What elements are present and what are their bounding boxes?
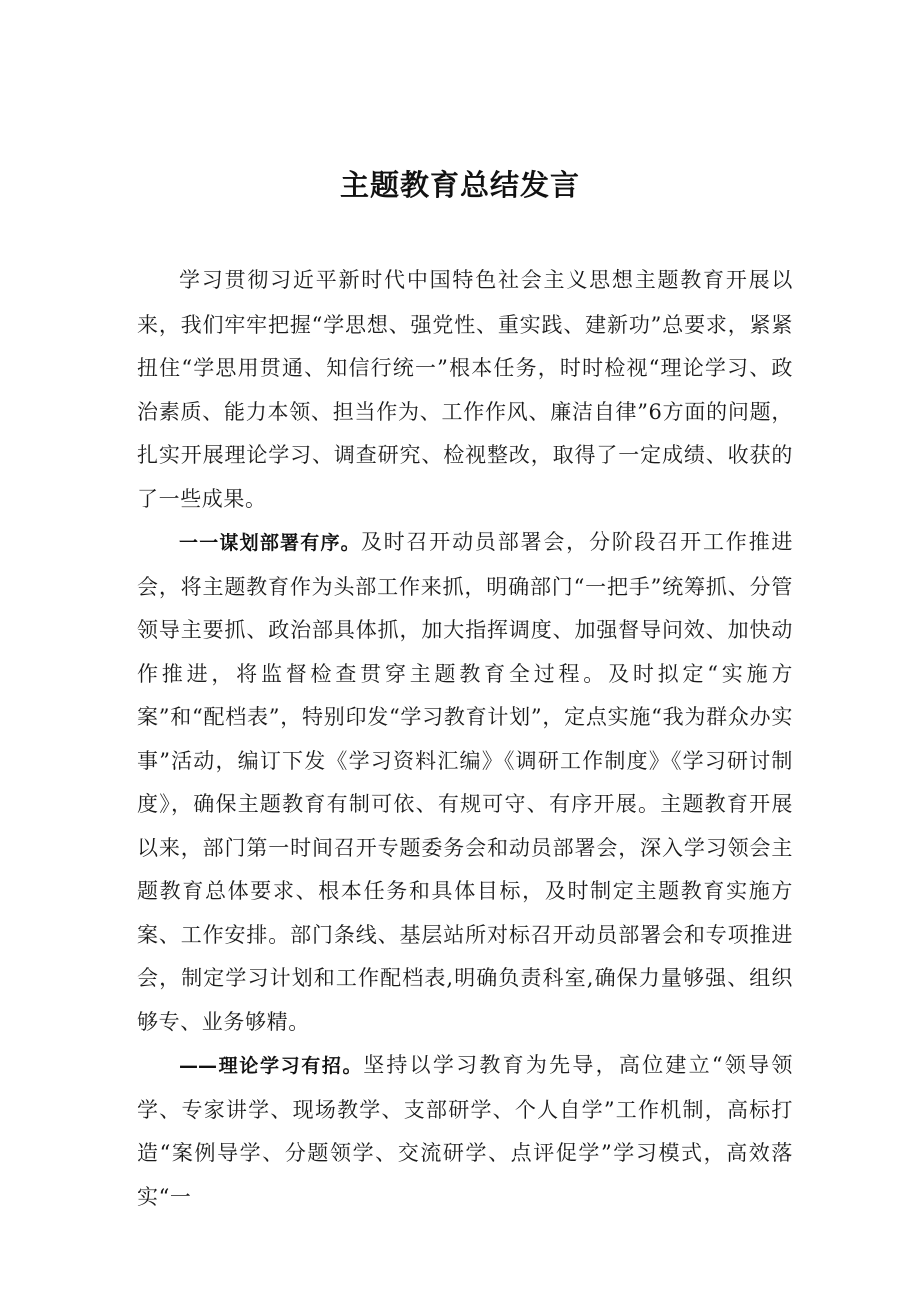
paragraph-text: 学习贯彻习近平新时代中国特色社会主义思想主题教育开展以来，我们牢牢把握“学思想、强党性、重实践、建新功”总要求，紧紧扭住“学思用贯通、知信行统一”根本任务，时时检视“理论学习、政治素质、能力本领、担当作为、工作作风、廉洁自律”6方面的问题，扎实开展理论学习、调查研究、检视整改，取得了一定成绩、收获的了一些成果。 <box>137 268 793 511</box>
paragraph-text: 及时召开动员部署会，分阶段召开工作推进会，将主题教育作为头部工作来抓，明确部门“一把手”统筹抓、分管领导主要抓、政治部具体抓，加大指挥调度、加强督导问效、加快动作推进，将监督检查贯穿主题教育全过程。及时拟定“实施方案”和“配档表”，特别印发“学习教育计划”，定点实施“我为群众办实事”活动，编订下发《学习资料汇编》《调研工作制度》《学习研讨制度》，确保主题教育有制可依、有规可守、有序开展。主题教育开展以来，部门第一时间召开专题委务会和动员部署会，深入学习领会主题教育总体要求、根本任务和具体目标，及时制定主题教育实施方案、工作安排。部门条线、基层站所对标召开动员部署会和专项推进会，制定学习计划和工作配档表,明确负责科室,确保力量够强、组织够专、业务够精。 <box>137 530 793 1034</box>
paragraph-lead: 一一谋划部署有序。 <box>179 532 361 554</box>
paragraph-intro <box>137 259 793 521</box>
paragraph-text: 坚持以学习教育为先导，高位建立“领导领学、专家讲学、现场教学、支部研学、个人自学”工作机制，高标打造“案例导学、分题领学、交流研学、点评促学”学习模式，高效落实“一 <box>137 1053 793 1209</box>
paragraph-theory-study <box>137 1044 793 1219</box>
paragraph-lead: ——理论学习有招。 <box>179 1055 364 1077</box>
paragraph-planning <box>137 521 793 1044</box>
document-title: 主题教育总结发言 <box>339 168 580 202</box>
document-body <box>137 259 793 1219</box>
